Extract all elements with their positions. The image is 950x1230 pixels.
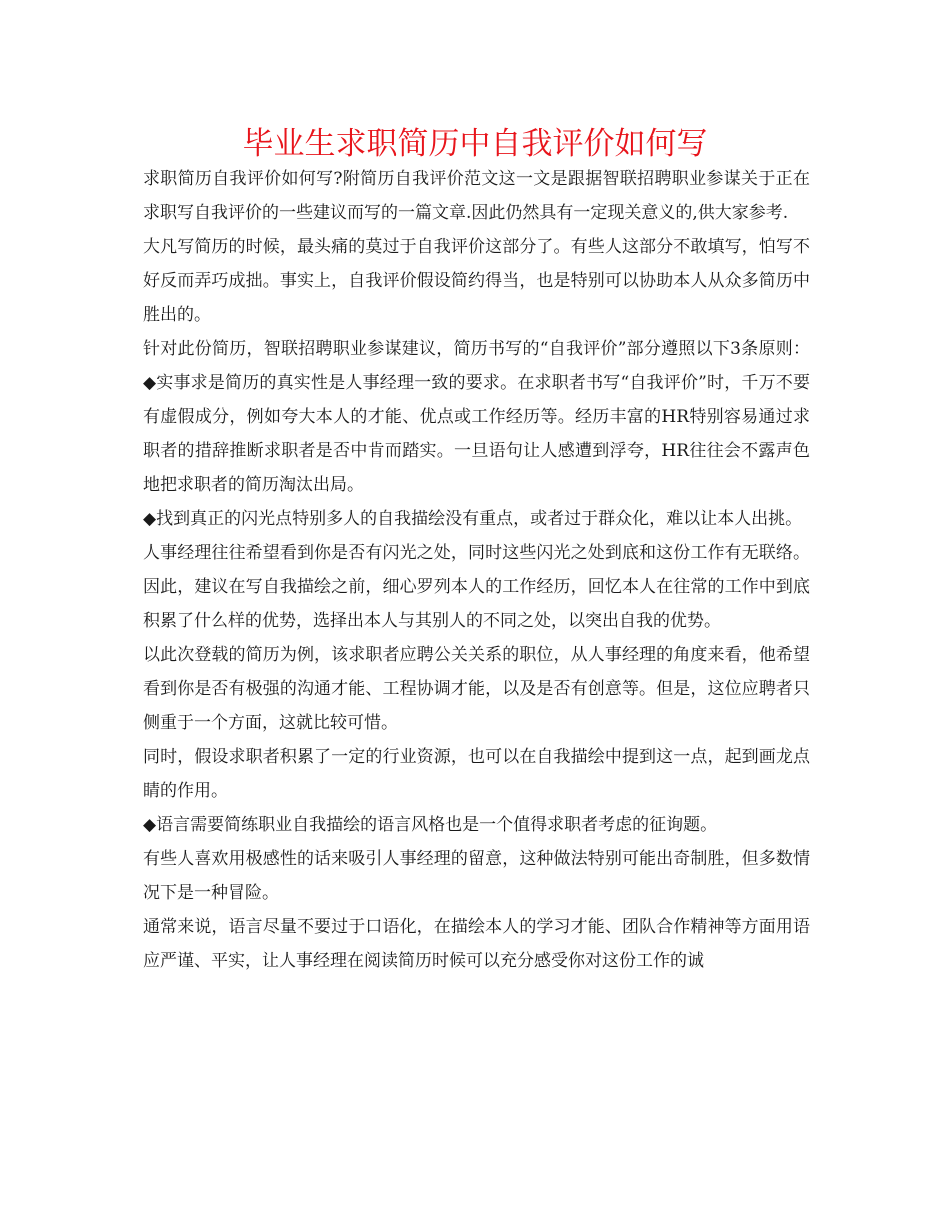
- paragraph-8: ◆语言需要简练职业自我描绘的语言风格也是一个值得求职者考虑的征询题。: [143, 815, 718, 835]
- paragraph-7: 同时，假设求职者积累了一定的行业资源，也可以在自我描绘中提到这一点，起到画龙点睛的作用。: [143, 747, 810, 801]
- paragraph-3: 针对此份简历，智联招聘职业参谋建议，简历书写的“自我评价”部分遵照以下3条原则：◆实事求是简历的真实性是人事经理一致的要求。在求职者书写“自我评价”时，千万不要有虚假成分，例如夸大本人的才能、优点或工作经历等。经历丰富的HR特别容易通过求职者的措辞推断求职者是否中肯而踏实。一旦语句让人感遭到浮夸，HR往往会不露声色地把求职者的简历淘汰出局。: [143, 339, 810, 495]
- paragraph-6: 以此次登载的简历为例，该求职者应聘公关关系的职位，从人事经理的角度来看，他希望看到你是否有极强的沟通才能、工程协调才能，以及是否有创意等。但是，这位应聘者只侧重于一个方面，这就比较可惜。: [143, 645, 810, 733]
- paragraph-1: 求职简历自我评价如何写?附简历自我评价范文这一文是跟据智联招聘职业参谋关于正在求职写自我评价的一些建议而写的一篇文章.因此仍然具有一定现关意义的,供大家参考.: [143, 169, 810, 223]
- document-body: [143, 162, 810, 978]
- paragraph-9: 有些人喜欢用极感性的话来吸引人事经理的留意，这种做法特别可能出奇制胜，但多数情况下是一种冒险。: [143, 849, 810, 903]
- paragraph-2: 大凡写简历的时候，最头痛的莫过于自我评价这部分了。有些人这部分不敢填写，怕写不好反而弄巧成拙。事实上，自我评价假设简约得当，也是特别可以协助本人从众多简历中胜出的。: [143, 237, 810, 325]
- document-title: 毕业生求职简历中自我评价如何写: [242, 126, 708, 162]
- paragraph-10: 通常来说，语言尽量不要过于口语化，在描绘本人的学习才能、团队合作精神等方面用语应严谨、平实，让人事经理在阅读简历时候可以充分感受你对这份工作的诚: [143, 917, 810, 971]
- paragraph-5: 人事经理往往希望看到你是否有闪光之处，同时这些闪光之处到底和这份工作有无联络。因此，建议在写自我描绘之前，细心罗列本人的工作经历，回忆本人在往常的工作中到底积累了什么样的优势，选择出本人与其别人的不同之处，以突出自我的优势。: [143, 543, 810, 631]
- paragraph-4: ◆找到真正的闪光点特别多人的自我描绘没有重点，或者过于群众化，难以让本人出挑。: [143, 509, 803, 529]
